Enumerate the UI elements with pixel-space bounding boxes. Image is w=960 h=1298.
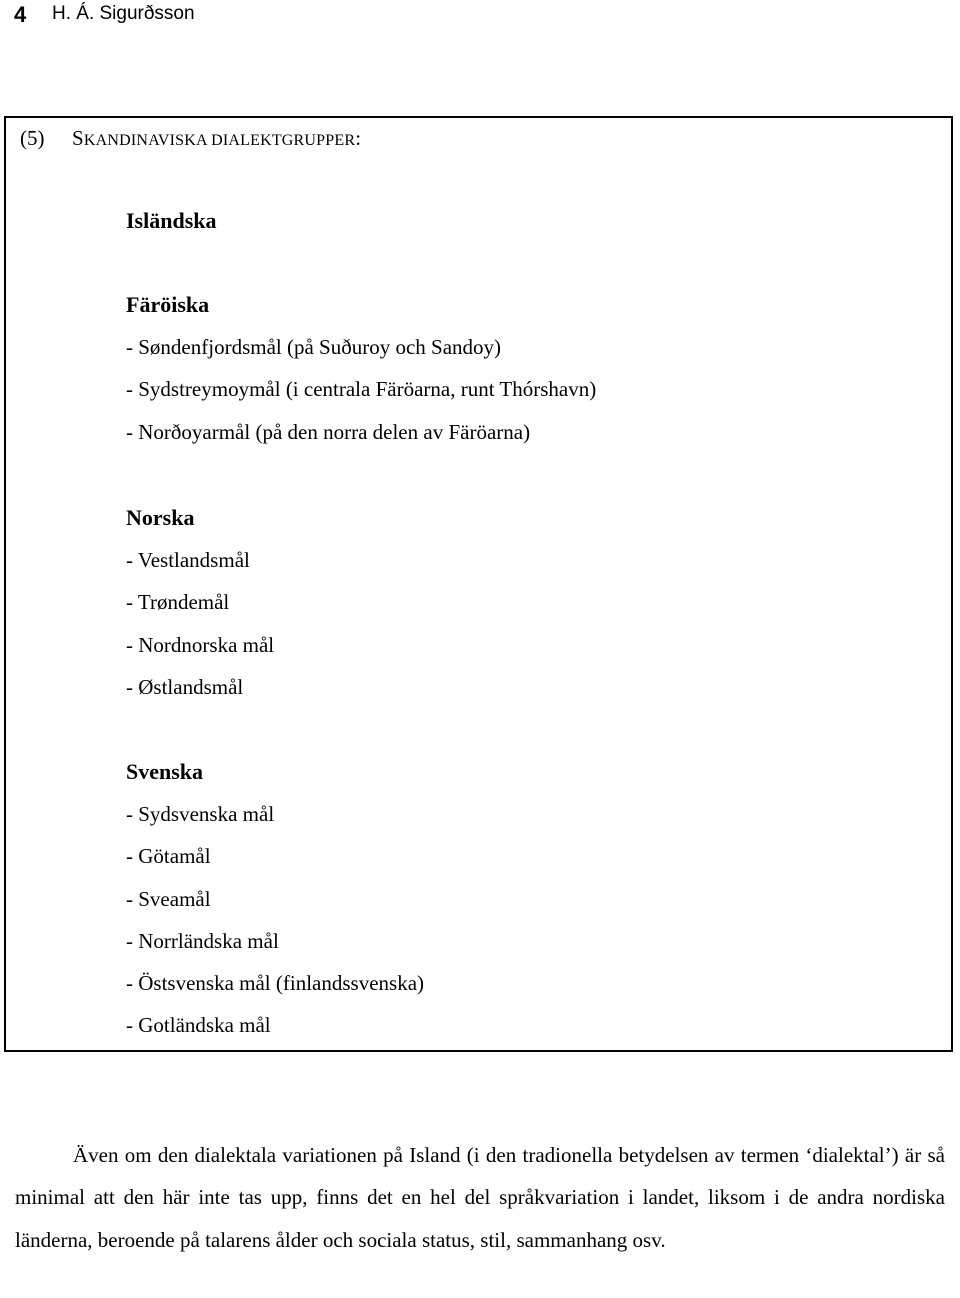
group-norska	[126, 497, 274, 708]
list-item: - Sydsvenska mål	[126, 802, 275, 826]
list-item: - Søndenfjordsmål (på Suðuroy och Sandoy)	[126, 335, 502, 359]
list-item: - Norrländska mål	[126, 928, 279, 953]
example-box	[4, 116, 953, 1052]
example-title-smallcaps: KANDINAVISKA DIALEKTGRUPPER	[83, 132, 356, 149]
example-title-colon: :	[355, 126, 362, 150]
body-paragraph-text: Även om den dialektala variationen på Island (i den tradionella betydelsen av termen ‘dialektal’) är så minimal att den här inte tas upp, finns det en hel del språkvariation i landet, liksom i de andra nordiska länderna, beroende på talarens ålder och sociala status, stil, sammanhang osv.	[15, 1143, 945, 1252]
running-head-author: H. Á. Sigurðsson	[52, 3, 195, 24]
group-heading: Norska	[126, 505, 195, 530]
group-heading: Svenska	[126, 759, 204, 784]
example-title-initial: S	[72, 126, 84, 150]
group-svenska	[126, 751, 424, 1047]
list-item: - Trøndemål	[126, 590, 230, 615]
example-title	[72, 126, 361, 151]
example-number: (5)	[20, 126, 45, 150]
group-islandska	[126, 200, 217, 242]
list-item: - Gotländska mål	[126, 1013, 271, 1038]
list-item: - Nordnorska mål	[126, 632, 275, 657]
page-header	[0, 0, 960, 30]
list-item: - Sydstreymoymål (i centrala Färöarna, runt Thórshavn)	[126, 377, 597, 402]
list-item: - Østlandsmål	[126, 674, 244, 699]
list-item: - Östsvenska mål (finlandssvenska)	[126, 971, 425, 996]
body-paragraph	[15, 1134, 945, 1261]
list-item: - Sveamål	[126, 886, 211, 911]
list-item: - Norðoyarmål (på den norra delen av Färöarna)	[126, 419, 531, 444]
page-number: 4	[14, 2, 27, 27]
list-item: - Götamål	[126, 844, 211, 869]
group-heading: Isländska	[126, 208, 217, 233]
group-faroiska	[126, 284, 596, 453]
list-item: - Vestlandsmål	[126, 548, 250, 572]
group-heading: Färöiska	[126, 292, 210, 317]
